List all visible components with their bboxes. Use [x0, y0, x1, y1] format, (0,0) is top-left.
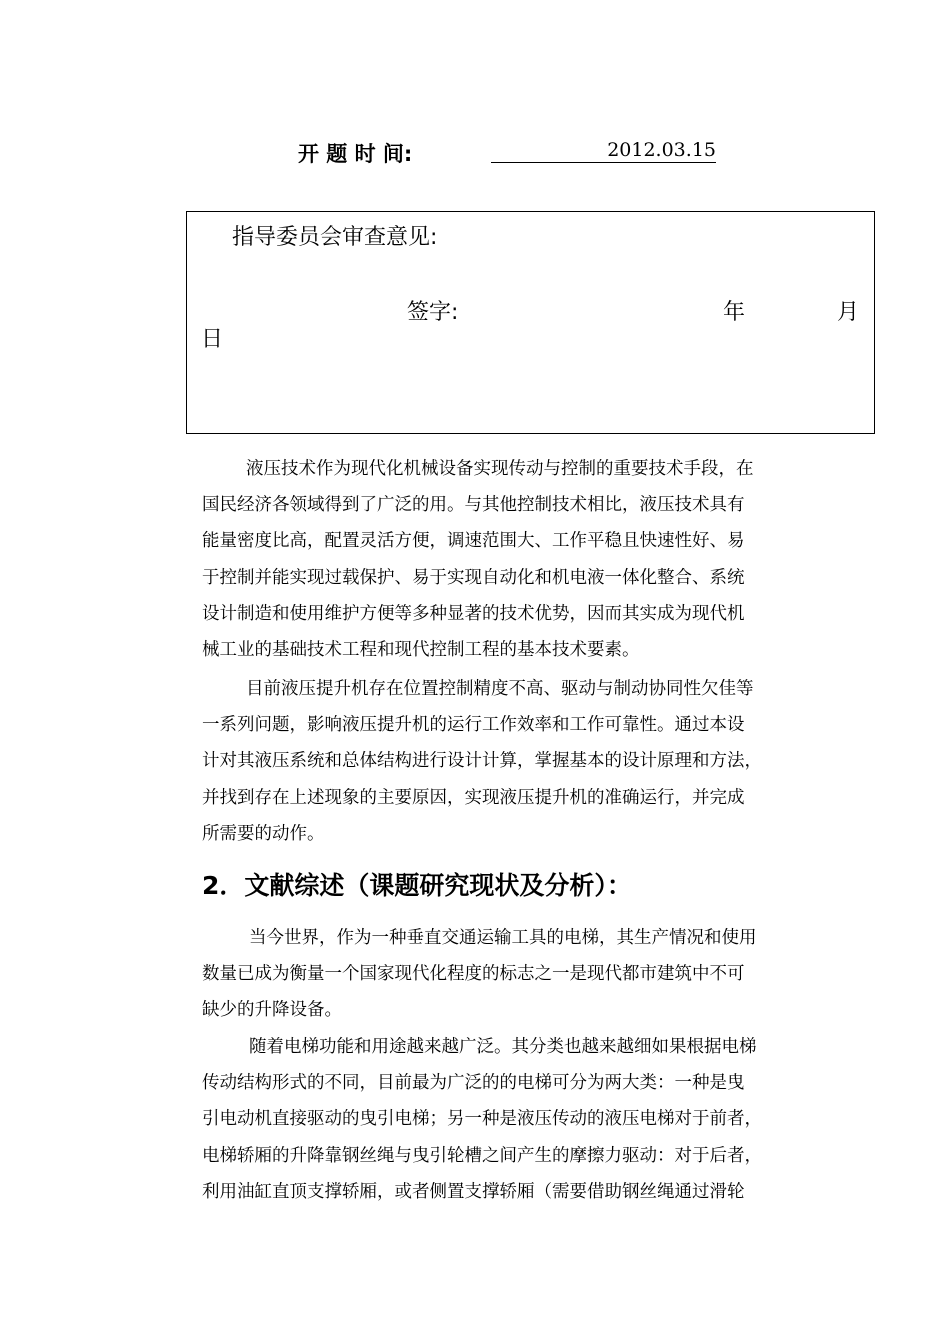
text-line: 缺少的升降设备。 [202, 1000, 342, 1021]
text-line: 国民经济各领域得到了广泛的用。与其他控制技术相比，液压技术具有 [202, 495, 745, 516]
section-title-literature-review: 2．文献综述（课题研究现状及分析）： [202, 871, 632, 900]
text-line: 械工业的基础技术工程和现代控制工程的基本技术要素。 [202, 639, 640, 660]
text-line: 随着电梯功能和用途越来越广泛。其分类也越来越细如果根据电梯 [249, 1037, 757, 1057]
review-paragraph-2 [202, 1029, 822, 1210]
text-line: 液压技术作为现代化机械设备实现传动与控制的重要技术手段，在 [246, 459, 754, 479]
text-line: 一系列问题，影响液压提升机的运行工作效率和工作可靠性。通过本设 [202, 715, 745, 736]
text-line: 计对其液压系统和总体结构进行设计计算，掌握基本的设计原理和方法， [202, 751, 762, 772]
month-label: 月 [837, 300, 860, 325]
text-line: 能量密度比高，配置灵活方便，调速范围大、工作平稳且快速性好、易 [202, 531, 745, 552]
review-paragraph-1 [202, 920, 822, 1029]
committee-review-box [186, 211, 875, 434]
committee-review-heading: 指导委员会审查意见: [232, 225, 438, 250]
open-time-label: 开 题 时 间: [298, 142, 413, 166]
text-line: 引电动机直接驱动的曳引电梯；另一种是液压传动的液压电梯对于前者， [202, 1109, 762, 1130]
open-time-value: 2012.03.15 [607, 139, 716, 161]
text-line: 目前液压提升机存在位置控制精度不高、驱动与制动协同性欠佳等 [246, 679, 754, 699]
text-line: 利用油缸直顶支撑轿厢，或者侧置支撑轿厢（需要借助钢丝绳通过滑轮 [202, 1181, 745, 1202]
text-line: 并找到存在上述现象的主要原因，实现液压提升机的准确运行，并完成 [202, 787, 745, 808]
text-line: 于控制并能实现过载保护、易于实现自动化和机电液一体化整合、系统 [202, 567, 745, 588]
intro-paragraph-1 [202, 451, 822, 668]
year-label: 年 [723, 300, 746, 325]
text-line: 所需要的动作。 [202, 823, 325, 844]
signature-label: 签字: [407, 300, 459, 325]
text-line: 当今世界，作为一种垂直交通运输工具的电梯，其生产情况和使用 [249, 928, 757, 948]
day-label: 日 [201, 327, 224, 352]
open-time-underline [491, 138, 716, 163]
text-line: 数量已成为衡量一个国家现代化程度的标志之一是现代都市建筑中不可 [202, 964, 745, 985]
text-line: 电梯轿厢的升降靠钢丝绳与曳引轮槽之间产生的摩擦力驱动：对于后者， [202, 1145, 762, 1166]
text-line: 传动结构形式的不同，目前最为广泛的的电梯可分为两大类：一种是曳 [202, 1073, 745, 1094]
text-line: 设计制造和使用维护方便等多种显著的技术优势，因而其实成为现代机 [202, 603, 745, 624]
open-time-field [298, 138, 716, 166]
intro-paragraph-2 [202, 671, 822, 852]
